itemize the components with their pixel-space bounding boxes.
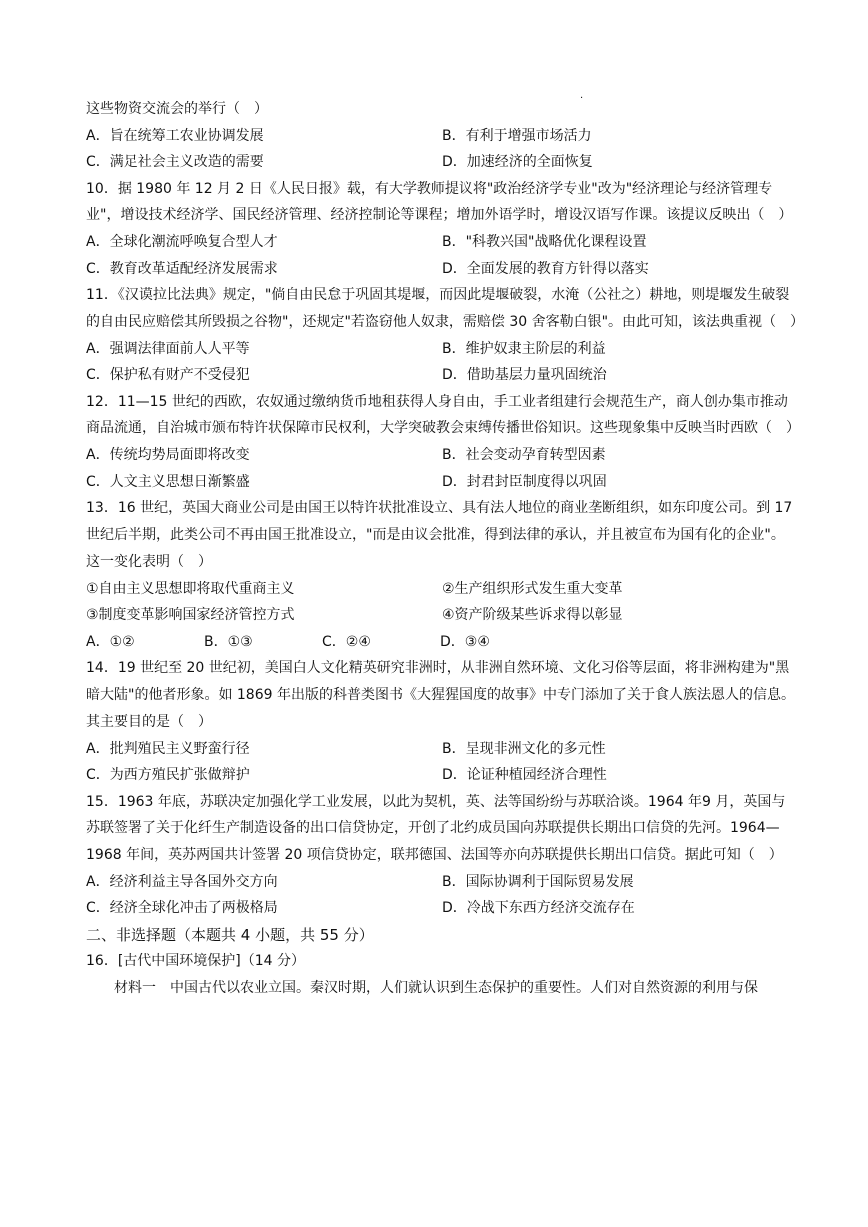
q12-stem: 12．11—15 世纪的西欧，农奴通过缴纳货币地租获得人身自由，手工业者组建行会规范生产，商人创办集市推动商品流通，自治城市颁布特许状保障市民权利，大学突破教会束缚传播世俗知识。这些现象集中反映当时西欧（ ） [86, 393, 800, 437]
q13-option-b: B．①③ [204, 633, 253, 650]
exam-page [86, 93, 805, 1001]
q14-option-c: C．为西方殖民扩张做辩护 [86, 767, 250, 784]
q11-option-d: D．借助基层力量巩固统治 [442, 367, 607, 384]
q11-stem: 11．《汉谟拉比法典》规定，"倘自由民怠于巩固其堤堰，而因此堤堰破裂，水淹（公社之）耕地，则堤堰发生破裂的自由民应赔偿其所毁损之谷物"，还规定"若盗窃他人奴隶，需赔偿 30 舍客勒白银"。由此可知，该法典重视（ ） [86, 287, 805, 330]
q13-option-a: A．①② [86, 633, 135, 650]
q10-option-d: D．全面发展的教育方针得以落实 [442, 260, 649, 277]
section-2-title: 二、非选择题（本题共 4 小题，共 55 分） [86, 925, 374, 944]
q13-statement-3: ③制度变革影响国家经济管控方式 [86, 607, 295, 624]
q13-statement-2: ②生产组织形式发生重大变革 [442, 580, 623, 597]
q13-statement-4: ④资产阶级某些诉求得以彰显 [442, 607, 623, 624]
q13-option-d: D．③④ [440, 633, 490, 650]
q15-option-a: A．经济利益主导各国外交方向 [86, 873, 278, 890]
q14-options-row-2 [86, 762, 798, 789]
q13-statement-1: ①自由主义思想即将取代重商主义 [86, 580, 295, 597]
q15-option-d: D．冷战下东西方经济交流存在 [442, 900, 635, 917]
q10-options-row-2 [86, 256, 798, 283]
q10-option-a: A．全球化潮流呼唤复合型人才 [86, 234, 278, 251]
q14-option-a: A．批判殖民主义野蛮行径 [86, 740, 250, 757]
q15-options-row-1 [86, 869, 798, 896]
q9-options-row-1 [86, 123, 798, 150]
q14-option-b: B．呈现非洲文化的多元性 [442, 740, 606, 757]
q10-option-c: C．教育改革适配经济发展需求 [86, 260, 278, 277]
q12-option-a: A．传统均势局面即将改变 [86, 447, 250, 464]
q14-stem: 14．19 世纪至 20 世纪初，美国白人文化精英研究非洲时，从非洲自然环境、文化习俗等层面，将非洲构建为"黑暗大陆"的他者形象。如 1869 年出版的科普类图书《大猩猩国度的故事》中专门添加了关于食人族法恩人的信息。其主要目的是（ ） [86, 660, 795, 730]
q15-stem: 15．1963 年底，苏联决定加强化学工业发展，以此为契机，英、法等国纷纷与苏联洽谈。1964 年9 月，英国与苏联签署了关于化纤生产制造设备的出口信贷协定，开创了北约成员国向苏联提供长期出口信贷的先河。1964—1968 年间，英苏两国共计签署 20 项信贷协定，联邦德国、法国等亦向苏联提供长期出口信贷。据此可知（ ） [86, 793, 786, 864]
q10-options-row-1 [86, 229, 798, 256]
q9-option-c: C．满足社会主义改造的需要 [86, 154, 264, 170]
q15-options-row-2 [86, 895, 798, 922]
q9-tail: 这些物资交流会的举行（ ） [86, 101, 268, 117]
q11-option-b: B．维护奴隶主阶层的利益 [442, 340, 606, 357]
q15-option-c: C．经济全球化冲击了两极格局 [86, 900, 278, 917]
q13-stem: 13．16 世纪，英国大商业公司是由国王以特许状批准设立、具有法人地位的商业垄断组织，如东印度公司。到 17 世纪后半期，此类公司不再由国王批准设立，"而是由议会批准，得到法律的承认，并且被宣布为国有化的企业"。这一变化表明（ ） [86, 500, 793, 570]
q16-title: 16．[古代中国环境保护]（14 分） [86, 953, 306, 970]
q13-options-row [86, 629, 798, 656]
q9-options-row-2 [86, 149, 798, 176]
q11-option-a: A．强调法律面前人人平等 [86, 340, 250, 357]
q13-option-c: C．②④ [322, 633, 371, 650]
q11-options-row-2 [86, 362, 798, 389]
q13-statements-row-2 [86, 602, 798, 629]
q10-stem: 10．据 1980 年 12 月 2 日《人民日报》载，有大学教师提议将"政治经济学专业"改为"经济理论与经济管理专业"，增设技术经济学、国民经济管理、经济控制论等课程；增加外语学时，增设汉语写作课。该提议反映出（ ） [86, 180, 793, 224]
q10-option-b: B．"科教兴国"战略优化课程设置 [442, 234, 647, 251]
q12-option-b: B．社会变动孕育转型因素 [442, 447, 606, 464]
header-dot: · [580, 93, 584, 104]
q16-material-1: 材料一 中国古代以农业立国。秦汉时期，人们就认识到生态保护的重要性。人们对自然资源的利用与保 [114, 979, 758, 996]
q13-statements-row-1 [86, 576, 798, 603]
q12-options-row-1 [86, 442, 798, 469]
q9-option-d: D．加速经济的全面恢复 [442, 154, 593, 170]
q11-option-c: C．保护私有财产不受侵犯 [86, 367, 250, 384]
q12-options-row-2 [86, 469, 798, 496]
q12-option-d: D．封君封臣制度得以巩固 [442, 473, 607, 490]
q12-option-c: C．人文主义思想日渐繁盛 [86, 473, 250, 490]
q14-options-row-1 [86, 736, 798, 763]
q15-option-b: B．国际协调利于国际贸易发展 [442, 873, 634, 890]
q14-option-d: D．论证种植园经济合理性 [442, 767, 607, 784]
q9-option-b: B．有利于增强市场活力 [442, 127, 592, 144]
q11-options-row-1 [86, 336, 798, 363]
q9-option-a: A．旨在统筹工农业协调发展 [86, 127, 264, 144]
